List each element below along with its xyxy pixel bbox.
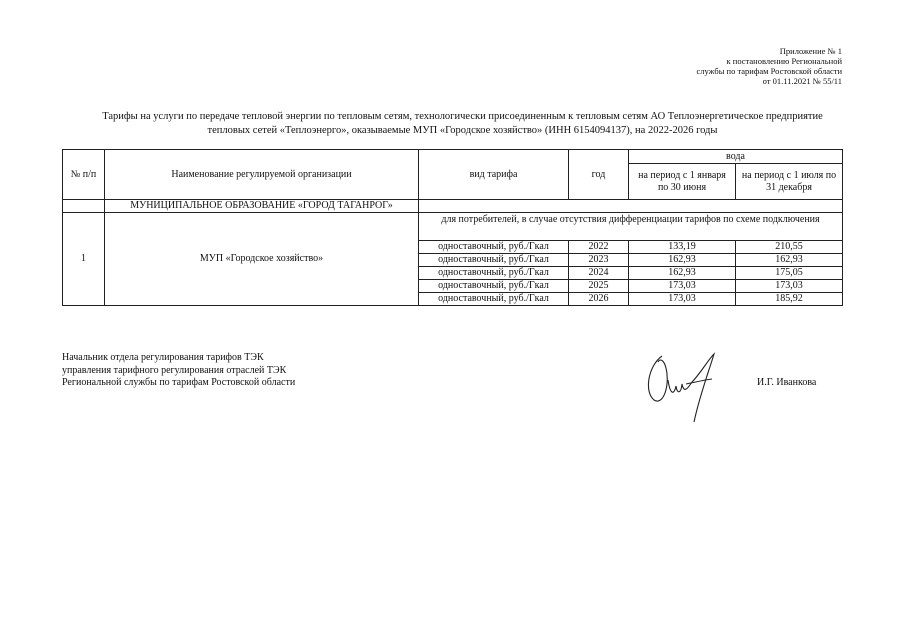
municipality-empty-span (419, 200, 843, 213)
year-cell: 2024 (569, 267, 629, 280)
header-period-1: на период с 1 января по 30 июня (629, 164, 736, 200)
header-organization: Наименование регулируемой организации (105, 150, 419, 200)
period-2-value: 185,92 (736, 293, 843, 306)
signer-name: И.Г. Иванкова (757, 377, 817, 388)
appendix-line-2: к постановлению Региональной (726, 56, 842, 66)
year-cell: 2022 (569, 241, 629, 254)
tariff-type-cell: одноставочный, руб./Гкал (419, 267, 569, 280)
organization-name: МУП «Городское хозяйство» (105, 213, 419, 306)
row-number: 1 (63, 213, 105, 306)
appendix-line-3: службы по тарифам Ростовской области (696, 66, 842, 76)
title-line-1: Тарифы на услуги по передаче тепловой энергии по тепловым сетям, технологически присоединенным к тепловым сетям АО Теплоэнергетическое предприятие (102, 111, 823, 122)
period-2-value: 173,03 (736, 280, 843, 293)
tariff-table (62, 149, 843, 306)
header-year: год (569, 150, 629, 200)
tariff-type-cell: одноставочный, руб./Гкал (419, 241, 569, 254)
header-tariff-type: вид тарифа (419, 150, 569, 200)
period-1-value: 173,03 (629, 293, 736, 306)
appendix-line-4: от 01.11.2021 № 55/11 (762, 76, 842, 86)
period-1-value: 133,19 (629, 241, 736, 254)
tariff-type-cell: одноставочный, руб./Гкал (419, 293, 569, 306)
tariff-type-cell: одноставочный, руб./Гкал (419, 254, 569, 267)
position-line-2: управления тарифного регулирования отраслей ТЭК (62, 364, 287, 376)
period-1-value: 162,93 (629, 254, 736, 267)
period-2-value: 162,93 (736, 254, 843, 267)
period-2-value: 210,55 (736, 241, 843, 254)
handwritten-signature (640, 344, 730, 426)
header-period-2: на период с 1 июля по 31 декабря (736, 164, 843, 200)
year-cell: 2023 (569, 254, 629, 267)
municipality-row: МУНИЦИПАЛЬНОЕ ОБРАЗОВАНИЕ «ГОРОД ТАГАНРОГ» (105, 200, 419, 213)
municipality-empty-cell (63, 200, 105, 213)
period-1-value: 162,93 (629, 267, 736, 280)
signatory-position (62, 352, 295, 390)
position-line-3: Региональной службы по тарифам Ростовской области (62, 377, 296, 388)
consumers-note: для потребителей, в случае отсутствия дифференциации тарифов по схеме подключения (419, 213, 843, 241)
year-cell: 2026 (569, 293, 629, 306)
header-number: № п/п (63, 150, 105, 200)
appendix-line-1: Приложение № 1 (779, 46, 842, 56)
year-cell: 2025 (569, 280, 629, 293)
tariff-type-cell: одноставочный, руб./Гкал (419, 280, 569, 293)
document-title (40, 110, 885, 138)
period-2-value: 175,05 (736, 267, 843, 280)
period-1-value: 173,03 (629, 280, 736, 293)
header-water: вода (629, 150, 843, 164)
position-line-1: Начальник отдела регулирования тарифов ТЭК (62, 352, 264, 363)
appendix-header (696, 46, 842, 86)
title-line-2: тепловых сетей «Теплоэнерго», оказываемые МУП «Городское хозяйство» (ИНН 6154094137), на 2022-2026 годы (207, 125, 718, 136)
